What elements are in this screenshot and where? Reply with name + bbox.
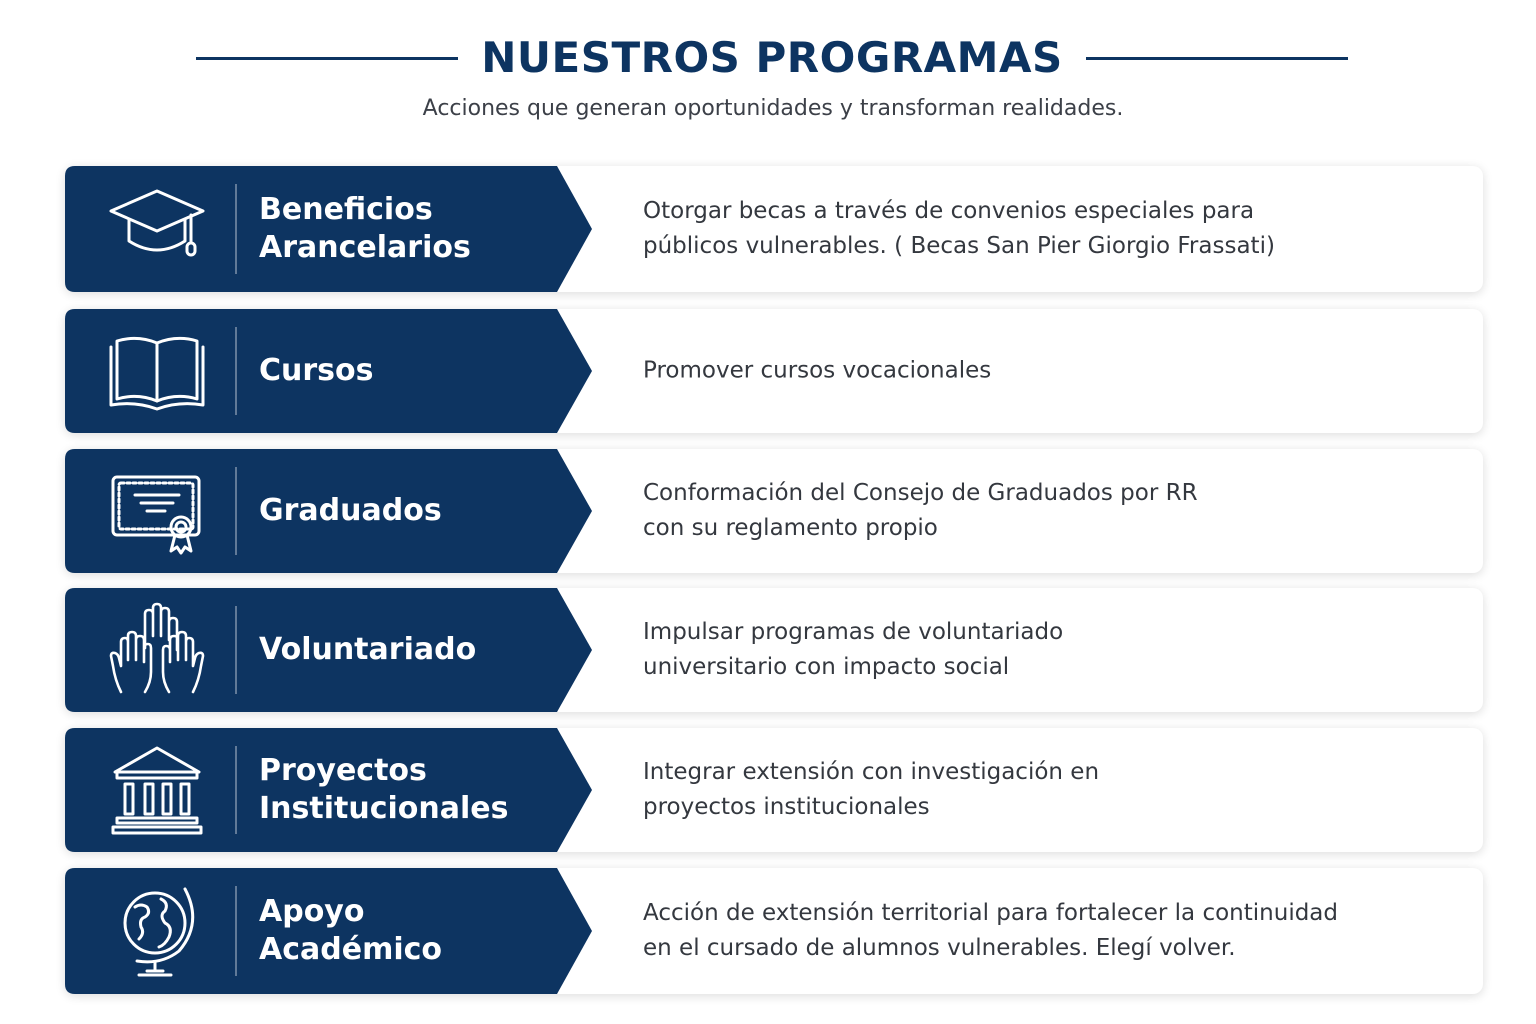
page-subtitle: Acciones que generan oportunidades y transforman realidades. <box>422 96 1124 121</box>
title-rule-left <box>196 57 458 60</box>
program-banner <box>65 868 593 994</box>
program-row-voluntariado <box>65 588 1483 712</box>
banner-divider <box>235 746 237 834</box>
program-description: Impulsar programas de voluntariado universitario con impacto social <box>643 619 1064 680</box>
program-banner <box>65 309 593 433</box>
program-title: Graduados <box>259 493 442 528</box>
banner-divider <box>235 184 237 274</box>
program-row-apoyo <box>65 868 1483 994</box>
program-description: Integrar extensión con investigación en proyectos institucionales <box>643 759 1100 820</box>
program-description: Conformación del Consejo de Graduados por RR con su reglamento propio <box>643 480 1198 541</box>
program-description: Acción de extensión territorial para fortalecer la continuidad en el cursado de alumnos vulnerables. Elegí volver. <box>643 900 1338 961</box>
title-rule-right <box>1086 57 1348 60</box>
program-banner <box>65 588 593 712</box>
program-banner <box>65 449 593 573</box>
open-book-icon <box>107 321 207 421</box>
program-title: Proyectos Institucionales <box>259 753 509 826</box>
banner-divider <box>235 886 237 976</box>
program-title: Voluntariado <box>259 632 477 667</box>
diploma-certificate-icon <box>107 461 207 561</box>
program-row-graduados <box>65 449 1483 573</box>
program-description: Promover cursos vocacionales <box>643 357 992 384</box>
globe-icon <box>107 881 207 981</box>
program-row-proyectos <box>65 728 1483 852</box>
program-row-beneficios <box>65 166 1483 292</box>
page-title: NUESTROS PROGRAMAS <box>481 33 1063 82</box>
raised-hands-icon <box>107 600 207 700</box>
page-header <box>0 0 1536 150</box>
institution-building-icon <box>107 740 207 840</box>
program-title: Beneficios Arancelarios <box>259 192 471 265</box>
program-description: Otorgar becas a través de convenios especiales para públicos vulnerables. ( Becas San Pier Giorgio Frassati) <box>643 198 1275 259</box>
program-title: Cursos <box>259 353 374 388</box>
banner-divider <box>235 327 237 415</box>
banner-divider <box>235 606 237 694</box>
program-banner <box>65 166 593 292</box>
program-title: Apoyo Académico <box>259 894 443 967</box>
graduation-cap-icon <box>107 179 207 279</box>
program-row-cursos <box>65 309 1483 433</box>
banner-divider <box>235 467 237 555</box>
program-banner <box>65 728 593 852</box>
